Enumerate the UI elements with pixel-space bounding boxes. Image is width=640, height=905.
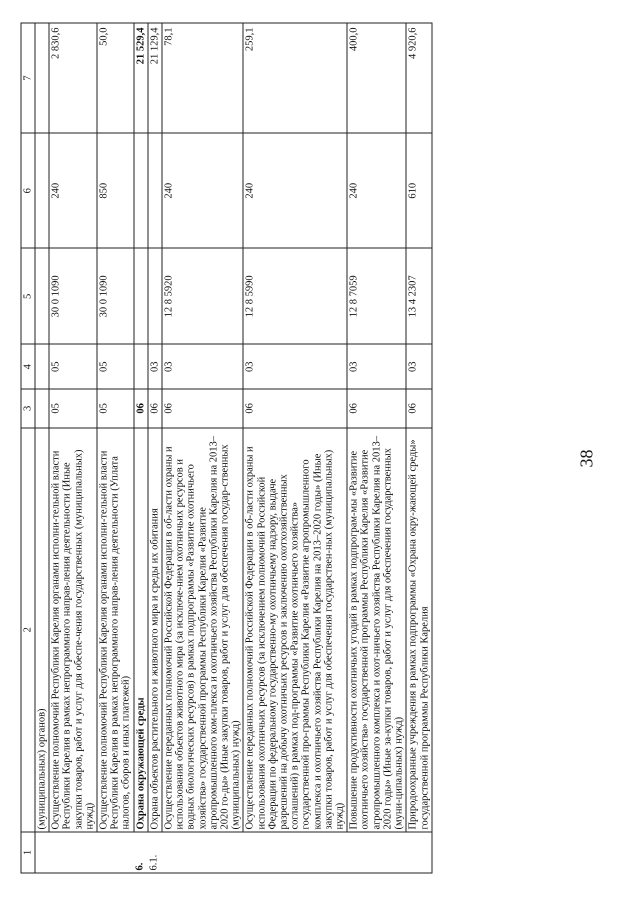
header-cell: 5: [21, 248, 35, 344]
cell-c6: [133, 133, 147, 248]
cell-c6: [147, 133, 161, 248]
table-row: [406, 23, 431, 873]
header-cell: 6: [21, 133, 35, 248]
cell-c3: 06: [133, 389, 147, 427]
page-number: 38: [576, 449, 596, 468]
cell-c6: 240: [243, 133, 347, 248]
cell-text: Охрана окружающей среды: [133, 428, 147, 833]
cell-c7: 4 920,6: [406, 23, 431, 133]
cell-text: (муниципальных) органов): [35, 428, 49, 833]
cell-c4: 05: [49, 344, 97, 389]
cell-c4: 03: [406, 344, 431, 389]
cell-num: 6.1.: [147, 832, 161, 873]
cell-text: Природоохранные учреждения в рамках подпрограммы «Охрана окру-жающей среды» государственной программы Республики Карелия: [406, 428, 431, 833]
cell-c4: 03: [243, 344, 347, 389]
cell-num: [35, 832, 49, 873]
cell-c7: 400,0: [347, 23, 406, 133]
cell-c5: [133, 248, 147, 344]
budget-table: [20, 23, 432, 874]
cell-c5: 30 0 1090: [97, 248, 134, 344]
table-body: [35, 23, 432, 873]
cell-num: [162, 832, 243, 873]
cell-text: Осуществление переданных полномочий Российской Федерации в об-ласти охраны и использования охотничьих ресурсов (за исключением полномочий Российской Федерации по федеральному государственно-му охотничьему надзору, выдаче разрешений на добычу охотничьих ресурсов и заключению охотхозяйственных соглашений) в рамках под-программы «Развитие охотничьего хозяйства» государственной про-граммы Республики Карелия «Развитие агропромышленного комплекса и охотничьего хозяйства Республики Карелия на 2013–2020 годы» (Иные закупки товаров, работ и услуг для обеспечения государствен-ных (муниципальных) нужд): [243, 428, 347, 833]
cell-c6: 240: [162, 133, 243, 248]
cell-c5: 12 8 5990: [243, 248, 347, 344]
cell-text: Осуществление полномочий Республики Карелия органами исполни-тельной власти Республики Карелия в рамках непрограммного направ-ления деятельности (Уплата налогов, сборов и иных платежей): [97, 428, 134, 833]
table-row: [147, 23, 161, 873]
cell-num: [49, 832, 97, 873]
cell-c5: 30 0 1090: [49, 248, 97, 344]
cell-c7: 50,0: [97, 23, 134, 133]
cell-text: Осуществление переданных полномочий Российской Федерации в об-ласти охраны и использования объектов животного мира (за исключе-нием охотничьих ресурсов и водных биологических ресурсов) в рамках подпрограммы «Развитие охотничьего хозяйства» государственной программы Республики Карелия «Развитие агропромышленного ком-плекса и охотничьего хозяйства Республики Карелия на 2013–2020 го-ды» (Иные закупки товаров, работ и услуг для обеспечения государ-ственных (муниципальных) нужд): [162, 428, 243, 833]
header-cell: 4: [21, 344, 35, 389]
cell-c3: 06: [147, 389, 161, 427]
cell-c6: 850: [97, 133, 134, 248]
cell-c3: 06: [162, 389, 243, 427]
cell-c6: 240: [347, 133, 406, 248]
cell-c3: 05: [49, 389, 97, 427]
cell-c4: 03: [147, 344, 161, 389]
cell-c3: [35, 389, 49, 427]
header-cell: 3: [21, 389, 35, 427]
cell-c5: [35, 248, 49, 344]
cell-num: [347, 832, 406, 873]
cell-text: Охрана объектов растительного и животного мира и среды их обитания: [147, 428, 161, 833]
table-row: [162, 23, 243, 873]
cell-text: Повышение продуктивности охотничьих угодий в рамках подпрограм-мы «Развитие охотничьего хозяйства» государственной программы Республики Карелия «Развитие агропромышленного комплекса и охот-ничьего хозяйства Республики Карелия на 2013–2020 годы» (Иные за-купки товаров, работ и услуг для обеспечения государственных (муни-ципальных) нужд): [347, 428, 406, 833]
header-row: [21, 23, 35, 873]
cell-c4: 05: [97, 344, 134, 389]
cell-c5: 13 4 2307: [406, 248, 431, 344]
cell-c5: 12 8 7059: [347, 248, 406, 344]
header-cell: 1: [21, 832, 35, 873]
cell-c3: 06: [406, 389, 431, 427]
cell-c4: [133, 344, 147, 389]
cell-c7: 78,1: [162, 23, 243, 133]
cell-text: Осуществление полномочий Республики Карелия органами исполни-тельной власти Республики Карелия в рамках непрограммного направ-ления деятельности (Иные закупки товаров, работ и услуг для обеспе-чения государственных (муниципальных) нужд): [49, 428, 97, 833]
cell-c7: 21 129,4: [147, 23, 161, 133]
cell-num: [97, 832, 134, 873]
table-row: [347, 23, 406, 873]
table-row: [97, 23, 134, 873]
table-row: [133, 23, 147, 873]
cell-c7: 259,1: [243, 23, 347, 133]
cell-c3: 06: [347, 389, 406, 427]
cell-c4: [35, 344, 49, 389]
cell-c7: [35, 23, 49, 133]
cell-c3: 06: [243, 389, 347, 427]
cell-c7: 21 529,4: [133, 23, 147, 133]
cell-c4: 03: [347, 344, 406, 389]
cell-num: 6.: [133, 832, 147, 873]
cell-c7: 2 830,6: [49, 23, 97, 133]
cell-c6: 240: [49, 133, 97, 248]
cell-num: [406, 832, 431, 873]
cell-c5: [147, 248, 161, 344]
table-row: [49, 23, 97, 873]
cell-c5: 12 8 5920: [162, 248, 243, 344]
header-cell: 2: [21, 428, 35, 833]
table-row: [243, 23, 347, 873]
cell-num: [243, 832, 347, 873]
rotated-page: [20, 15, 620, 890]
cell-c4: 03: [162, 344, 243, 389]
cell-c6: 610: [406, 133, 431, 248]
table-row: [35, 23, 49, 873]
cell-c3: 05: [97, 389, 134, 427]
cell-c6: [35, 133, 49, 248]
header-cell: 7: [21, 23, 35, 133]
